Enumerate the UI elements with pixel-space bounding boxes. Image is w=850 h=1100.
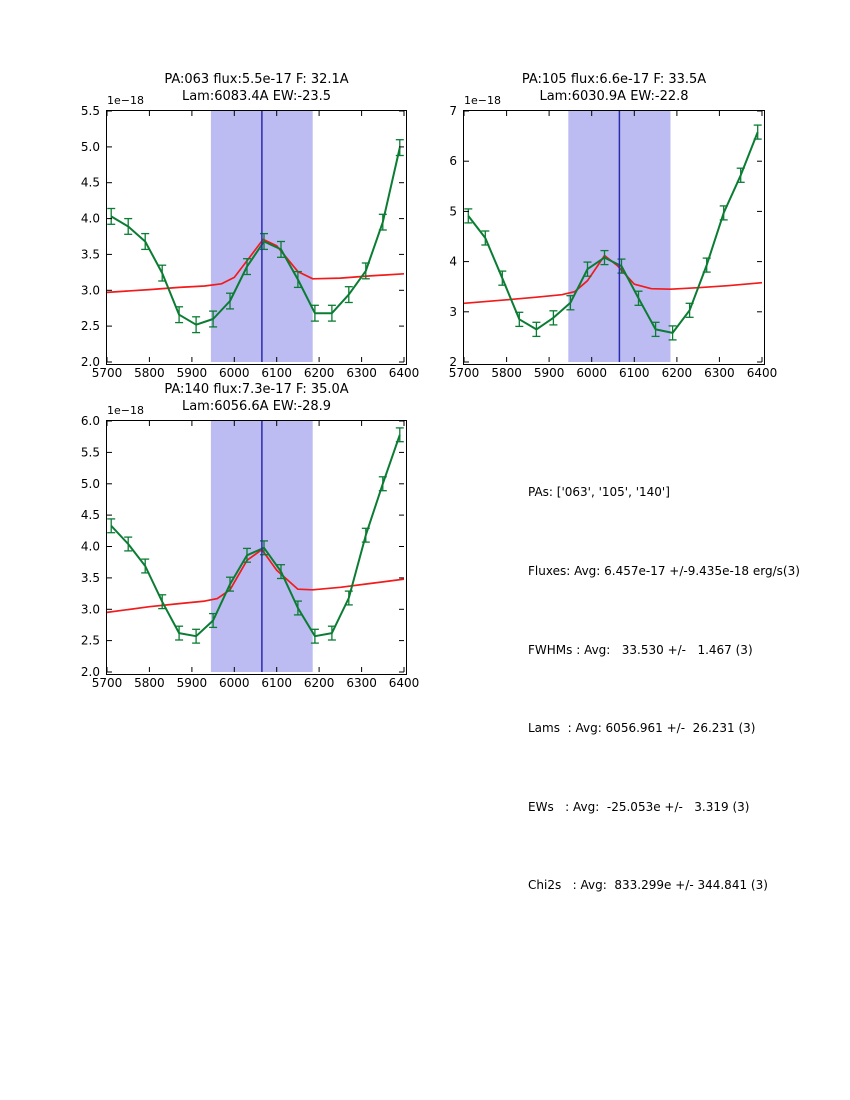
chart-title-line2: Lam:6083.4A EW:-23.5: [181, 89, 332, 104]
y-tick-label: 4: [449, 254, 457, 269]
error-bar: [396, 140, 404, 156]
stats-line-pas: PAs: ['063', '105', '140']: [528, 485, 670, 500]
chart-title: [164, 381, 348, 415]
chart-title: [164, 71, 348, 105]
stats-line-fluxes: Fluxes: Avg: 6.457e-17 +/-9.435e-18 erg/s(3): [528, 564, 800, 579]
y-tick-label: 3.0: [80, 283, 100, 298]
y-tick-label: 4.5: [80, 175, 100, 190]
y-tick-label: 2.5: [80, 633, 100, 648]
chart-canvas: [80, 104, 420, 380]
error-bar: [379, 477, 387, 491]
stats-line-ews: EWs : Avg: -25.053e +/- 3.319 (3): [528, 799, 750, 814]
x-tick-label: 5700: [91, 366, 123, 380]
y-tick-label: 3.5: [80, 570, 100, 585]
chart-title: [522, 71, 706, 105]
plot-area: [80, 104, 420, 380]
chart-title-line2: Lam:6030.9A EW:-22.8: [539, 89, 689, 104]
stats-line-lams: Lams : Avg: 6056.961 +/- 26.231 (3): [528, 721, 756, 736]
y-tick-label: 6: [449, 154, 457, 169]
y-tick-label: 2.0: [80, 355, 100, 369]
chart-canvas: [448, 104, 778, 380]
x-tick-label: 6200: [661, 366, 693, 380]
x-tick-label: 6100: [261, 366, 292, 380]
y-tick-label: 2.0: [80, 665, 100, 679]
subplot-pa063: [80, 72, 420, 380]
x-tick-label: 5700: [448, 366, 480, 380]
chart-title-line1: PA:063 flux:5.5e-17 F: 32.1A: [164, 72, 349, 87]
x-tick-label: 5700: [91, 676, 123, 690]
x-tick-label: 5800: [491, 366, 522, 380]
x-tick-label: 6300: [704, 366, 735, 380]
plot-area: [80, 414, 420, 690]
x-tick-label: 6400: [388, 676, 420, 690]
error-bar: [532, 322, 540, 336]
y-tick-label: 3.5: [80, 247, 100, 262]
stats-line-chi2s: Chi2s : Avg: 833.299e +/- 344.841 (3): [528, 878, 768, 893]
subplot-pa140: [80, 382, 420, 690]
y-axis-offset-label: 1e−18: [107, 94, 144, 107]
y-tick-label: 5.5: [80, 104, 100, 118]
y-axis-offset-label: 1e−18: [464, 94, 501, 107]
y-tick-label: 2.5: [80, 319, 100, 334]
x-tick-label: 6400: [388, 366, 420, 380]
y-tick-label: 5: [449, 204, 457, 219]
y-tick-label: 7: [449, 104, 457, 118]
y-tick-label: 5.0: [80, 476, 100, 491]
chart-title-line1: PA:140 flux:7.3e-17 F: 35.0A: [164, 382, 349, 397]
y-tick-label: 3: [449, 304, 457, 319]
x-tick-label: 6200: [303, 676, 335, 690]
x-tick-label: 6400: [746, 366, 778, 380]
error-bar: [124, 219, 132, 235]
x-tick-label: 6300: [346, 366, 377, 380]
x-tick-label: 5800: [134, 676, 165, 690]
x-tick-label: 6300: [346, 676, 377, 690]
y-tick-label: 4.5: [80, 508, 100, 523]
x-tick-label: 6100: [261, 676, 292, 690]
chart-title-line1: PA:105 flux:6.6e-17 F: 33.5A: [521, 72, 707, 87]
x-tick-label: 5800: [134, 366, 165, 380]
y-tick-label: 4.0: [80, 539, 100, 554]
x-tick-label: 6000: [576, 366, 607, 380]
y-tick-label: 5.0: [80, 139, 100, 154]
chart-canvas: [80, 414, 420, 690]
chart-title-line2: Lam:6056.6A EW:-28.9: [181, 399, 332, 414]
plot-area: [448, 104, 778, 380]
x-tick-label: 6200: [303, 366, 335, 380]
y-tick-label: 3.0: [80, 602, 100, 617]
y-tick-label: 2: [449, 355, 457, 369]
error-bar: [362, 528, 370, 542]
x-tick-label: 5900: [176, 366, 208, 380]
error-bar: [396, 428, 404, 442]
subplot-pa105: [448, 72, 778, 380]
error-bar: [107, 519, 115, 533]
x-tick-label: 5900: [533, 366, 565, 380]
y-tick-label: 4.0: [80, 211, 100, 226]
error-bar: [107, 209, 115, 225]
x-tick-label: 5900: [176, 676, 208, 690]
x-tick-label: 6100: [619, 366, 650, 380]
x-tick-label: 6000: [219, 366, 250, 380]
x-tick-label: 6000: [219, 676, 250, 690]
stats-line-fwhms: FWHMs : Avg: 33.530 +/- 1.467 (3): [528, 642, 753, 657]
y-tick-label: 6.0: [80, 414, 100, 428]
summary-stats-panel: [528, 427, 800, 951]
y-tick-label: 5.5: [80, 445, 100, 460]
y-axis-offset-label: 1e−18: [107, 404, 144, 417]
error-bar: [549, 311, 557, 325]
